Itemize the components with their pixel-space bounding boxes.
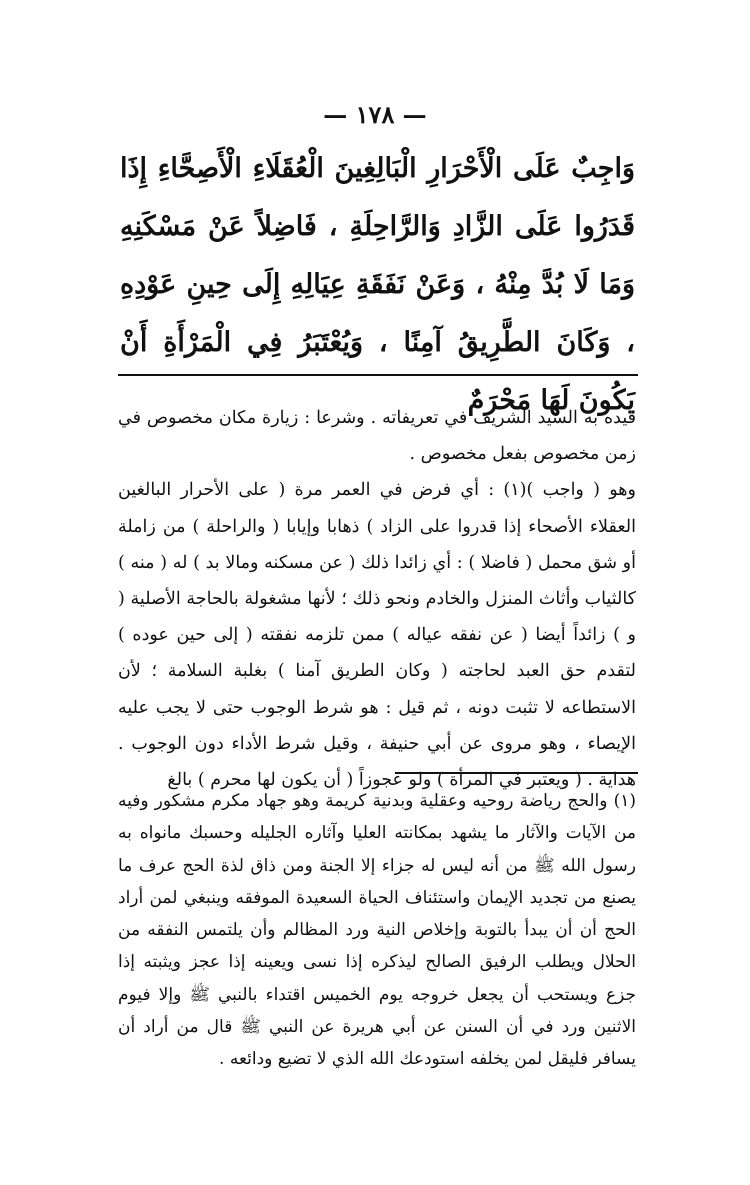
commentary-paragraph-2: وهو ( واجب )(١) : أي فرض في العمر مرة ( على الأحرار البالغين العقلاء الأصحاء إذا قدروا على الزاد ) ذهابا وإيابا ( والراحلة ) من زاملة أو شق محمل ( فاضلا ) : أي زائدا ذلك ( عن مسكنه ومالا بد ) له ( منه ) كالثياب وأثاث المنزل والخادم ونحو ذلك ؛ لأنها مشغولة بالحاجة الأصلية ( و ) زائداً أيضا ( عن نفقه عياله ) ممن تلزمه نفقته ( إلى حين عوده ) لتقدم حق العبد لحاجته ( وكان الطريق آمنا ) بغلبة السلامة ؛ لأن الاستطاعه لا تثبت دونه ، ثم قيل : هو شرط الوجوب حتى لا يجب عليه الإيصاء ، وهو مروى عن أبي حنيفة ، وقيل شرط الأداء دون الوجوب . هداية . ( ويعتبر في المرأة ) ولو عجوزاً ( أن يكون لها محرم ) بالغ [118, 480, 636, 791]
page-number: — ١٧٨ — [323, 100, 427, 129]
footnote-text: (١) والحج رياضة روحيه وعقلية وبدنية كريمة وهو جهاد مكرم مشكور وفيه من الآيات والآثار ما يشهد بمكانته العليا وآثاره الجليله وحسبك مانواه به رسول الله ﷺ من أنه ليس له جزاء إلا الجنة ومن ذاق لذة الحج عرف ما يصنع من تجديد الإيمان واستئناف الحياة السعيدة الموفقه وينبغي لمن أراد الحج أن أن يبدأ بالتوبة وإخلاص النية ورد المظالم وأن يلتمس النفقه من الحلال ويطلب الرفيق الصالح ليذكره إذا نسى ويعينه إذا عجز ويثبته إذا جزع ويستحب أن يجعل خروجه يوم الخميس اقتداء بالنبي ﷺ وإلا فيوم الاثنين ورد في أن السنن عن أبي هريرة عن النبي ﷺ قال من أراد أن يسافر فليقل لمن يخلفه استودعك الله الذي لا تضيع ودائعه . [118, 791, 636, 1070]
main-text-divider [118, 374, 638, 376]
footnote [118, 785, 636, 1076]
commentary [118, 400, 636, 798]
main-text: وَاجِبٌ عَلَى الْأَحْرَارِ الْبَالِغِينَ الْعُقَلَاءِ الْأَصِحَّاءِ إِذَا قَدَرُوا عَلَى الزَّادِ وَالرَّاحِلَةِ ، فَاضِلاً عَنْ مَسْكَنِهِ وَمَا لَا بُدَّ مِنْهُ ، وَعَنْ نَفَقَةِ عِيَالِهِ إِلَى حِينِ عَوْدِهِ ، وَكَانَ الطَّرِيقُ آمِنًا ، وَيُعْتَبَرُ فِي الْمَرْأَةِ أَنْ يَكُونَ لَهَا مَحْرَمٌ [120, 153, 635, 416]
footnote-divider [395, 772, 638, 774]
commentary-paragraph-1: قيده به السيد الشريف في تعريفاته . وشرعا : زيارة مكان مخصوص في زمن مخصوص بفعل مخصوص . [118, 408, 636, 465]
